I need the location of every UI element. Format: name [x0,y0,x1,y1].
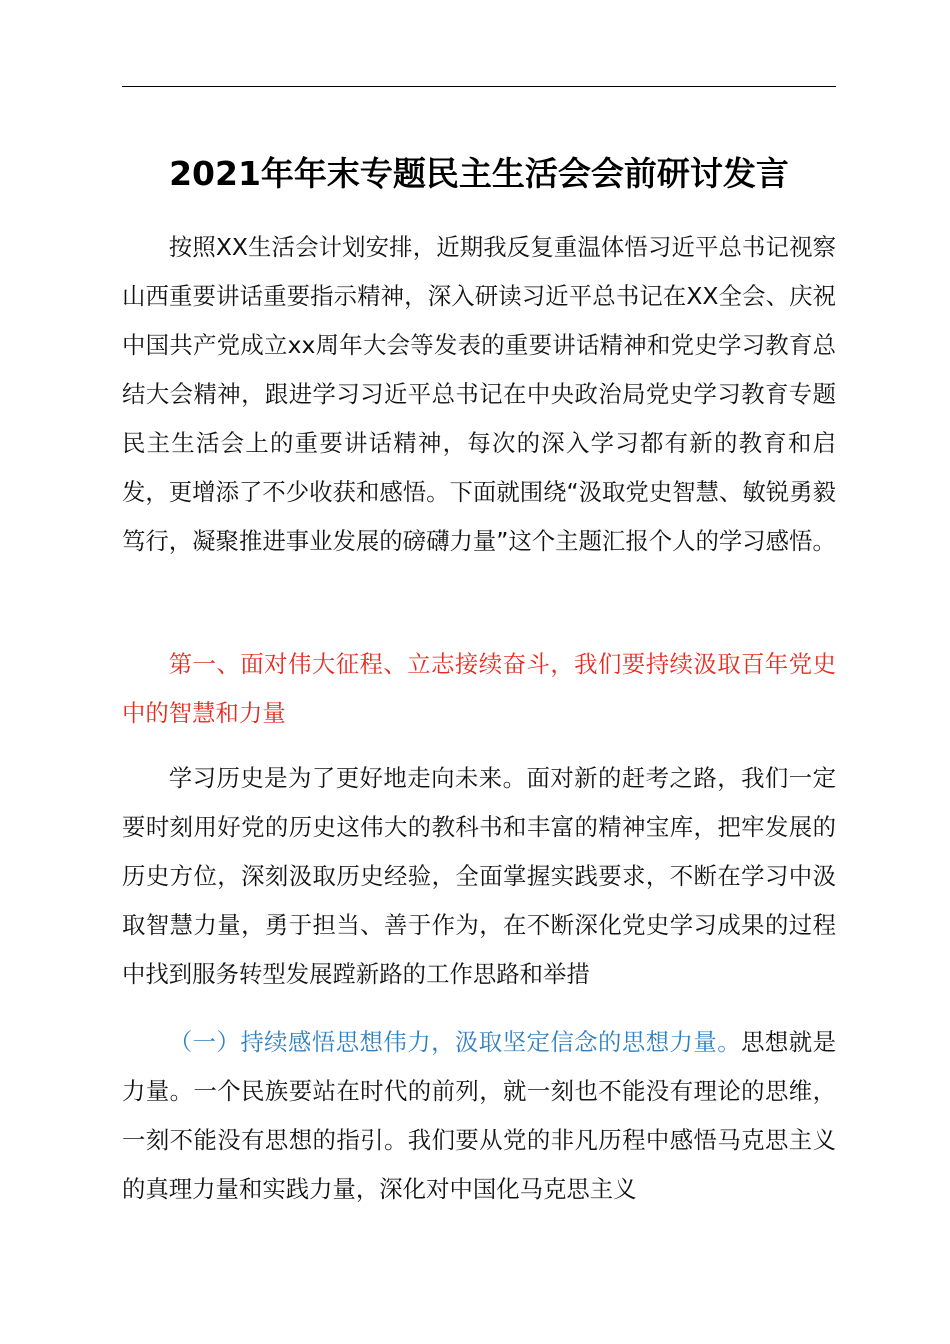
intro-paragraph: 按照XX生活会计划安排，近期我反复重温体悟习近平总书记视察山西重要讲话重要指示精神，深入研读习近平总书记在XX全会、庆祝中国共产党成立xx周年大会等发表的重要讲话精神和党史学习教育总结大会精神，跟进学习习近平总书记在中央政治局党史学习教育专题民主生活会上的重要讲话精神，每次的深入学习都有新的教育和启发，更增添了不少收获和感悟。下面就围绕“汲取党史智慧、敏锐勇毅笃行，凝聚推进事业发展的磅礴力量”这个主题汇报个人的学习感悟。 [122,233,836,555]
subsection-1-body: 思想就是力量。一个民族要站在时代的前列，就一刻也不能没有理论的思维，一刻不能没有思想的指引。我们要从党的非凡历程中感悟马克思主义的真理力量和实践力量，深化对中国化马克思主义 [122,1028,837,1203]
document-title: 2021年年末专题民主生活会会前研讨发言 [169,154,789,193]
subsection-1-heading: （一）持续感悟思想伟力，汲取坚定信念的思想力量。 [168,1028,742,1056]
subsection-1-paragraph [122,1018,836,1214]
section-1-paragraph: 学习历史是为了更好地走向未来。面对新的赶考之路，我们一定要时刻用好党的历史这伟大的教科书和丰富的精神宝库，把牢发展的历史方位，深刻汲取历史经验，全面掌握实践要求，不断在学习中汲取智慧力量，勇于担当、善于作为，在不断深化党史学习成果的过程中找到服务转型发展蹚新路的工作思路和举措 [122,764,836,988]
header-rule [122,86,836,87]
section-1-heading: 第一、面对伟大征程、立志接续奋斗，我们要持续汲取百年党史中的智慧和力量 [122,650,836,727]
